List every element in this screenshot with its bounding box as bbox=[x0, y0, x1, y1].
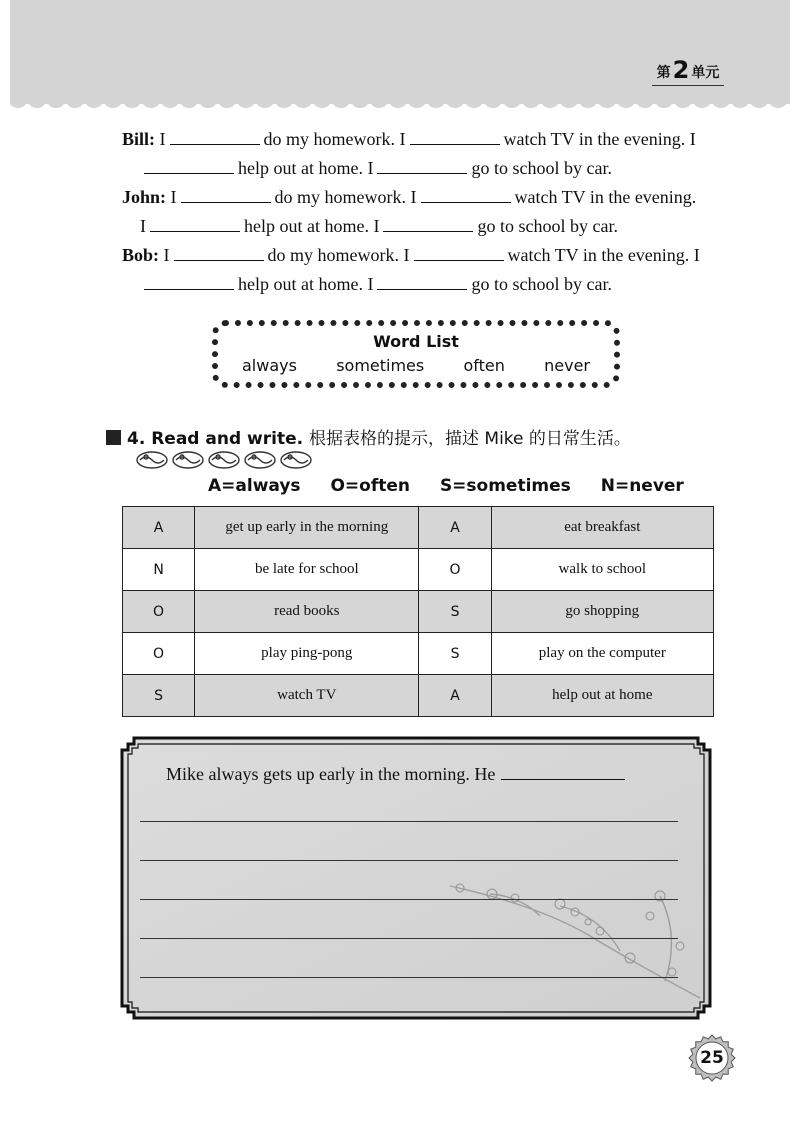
word-item: sometimes bbox=[336, 356, 425, 375]
text-segment: I bbox=[170, 187, 177, 207]
scallop-shape bbox=[768, 96, 788, 108]
scallop-shape bbox=[407, 96, 427, 108]
activity-cell: eat breakfast bbox=[491, 507, 713, 549]
text-segment: I bbox=[159, 129, 166, 149]
text-segment: do my homework. I bbox=[274, 187, 417, 207]
answer-blank[interactable] bbox=[144, 274, 234, 290]
doodle-icon bbox=[173, 452, 203, 468]
text-segment: watch TV in the evening. bbox=[514, 187, 697, 207]
answer-blank[interactable] bbox=[170, 129, 260, 145]
answer-blank[interactable] bbox=[501, 779, 625, 780]
frequency-table bbox=[122, 506, 714, 717]
scallop-shape bbox=[369, 96, 389, 108]
activity-cell: help out at home bbox=[491, 675, 713, 717]
table-row bbox=[123, 675, 714, 717]
writing-line[interactable] bbox=[140, 899, 678, 900]
table-row bbox=[123, 507, 714, 549]
frequency-legend bbox=[208, 476, 708, 496]
text-segment: watch TV in the evening. I bbox=[507, 245, 700, 265]
section-4-heading bbox=[106, 424, 631, 449]
text-segment: go to school by car. bbox=[471, 274, 612, 294]
dialogue-bill-line2 bbox=[140, 157, 612, 179]
unit-prefix: 第 bbox=[656, 65, 671, 81]
scallop-shape bbox=[122, 96, 142, 108]
text-segment: do my homework. I bbox=[263, 129, 406, 149]
starter-sentence: Mike always gets up early in the morning. He bbox=[166, 764, 496, 784]
speaker-bob: Bob: bbox=[122, 245, 160, 265]
scallop-shape bbox=[692, 96, 712, 108]
frequency-code: O bbox=[123, 591, 195, 633]
scallop-shape bbox=[749, 96, 769, 108]
word-item: often bbox=[463, 356, 505, 375]
frequency-code: A bbox=[123, 507, 195, 549]
text-segment: I bbox=[140, 216, 146, 236]
dialogue-bill-line1 bbox=[122, 128, 696, 150]
legend-always: A=always bbox=[208, 476, 301, 496]
activity-cell: get up early in the morning bbox=[195, 507, 419, 549]
frequency-code: S bbox=[419, 591, 491, 633]
frequency-code: O bbox=[123, 633, 195, 675]
answer-blank[interactable] bbox=[421, 187, 511, 203]
scallop-shape bbox=[255, 96, 275, 108]
writing-line[interactable] bbox=[140, 860, 678, 861]
page-number: 25 bbox=[700, 1048, 724, 1068]
activity-cell: read books bbox=[195, 591, 419, 633]
unit-label bbox=[652, 52, 724, 82]
text-segment: I bbox=[163, 245, 170, 265]
table-row bbox=[123, 633, 714, 675]
doodle-icon bbox=[245, 452, 275, 468]
table-row bbox=[123, 591, 714, 633]
answer-blank[interactable] bbox=[174, 245, 264, 261]
unit-underline bbox=[652, 85, 724, 86]
scallop-shape bbox=[350, 96, 370, 108]
scallop-shape bbox=[616, 96, 636, 108]
answer-blank[interactable] bbox=[181, 187, 271, 203]
scalloped-edge bbox=[10, 96, 790, 110]
scallop-shape bbox=[274, 96, 294, 108]
square-bullet-icon bbox=[106, 430, 121, 445]
answer-blank[interactable] bbox=[383, 216, 473, 232]
scallop-shape bbox=[597, 96, 617, 108]
scallop-shape bbox=[388, 96, 408, 108]
scallop-shape bbox=[635, 96, 655, 108]
legend-never: N=never bbox=[600, 476, 684, 496]
scallop-shape bbox=[236, 96, 256, 108]
scallop-shape bbox=[654, 96, 674, 108]
legend-often: O=often bbox=[330, 476, 411, 496]
unit-suffix: 单元 bbox=[691, 65, 720, 81]
section-4-title: 4. Read and write. bbox=[127, 429, 304, 449]
answer-blank[interactable] bbox=[377, 274, 467, 290]
scallop-shape bbox=[502, 96, 522, 108]
dialogue-john-line2 bbox=[140, 215, 618, 237]
doodle-icon bbox=[281, 452, 311, 468]
text-segment: watch TV in the evening. I bbox=[503, 129, 696, 149]
dialogue-bob-line2 bbox=[140, 273, 612, 295]
scallop-shape bbox=[65, 96, 85, 108]
frequency-code: A bbox=[419, 507, 491, 549]
speaker-bill: Bill: bbox=[122, 129, 156, 149]
table-row bbox=[123, 549, 714, 591]
word-list-title: Word List bbox=[373, 332, 459, 351]
text-segment: go to school by car. bbox=[477, 216, 618, 236]
frequency-code: O bbox=[419, 549, 491, 591]
scallop-shape bbox=[578, 96, 598, 108]
frequency-code: A bbox=[419, 675, 491, 717]
writing-line[interactable] bbox=[140, 977, 678, 978]
word-item: never bbox=[544, 356, 590, 375]
scallop-shape bbox=[141, 96, 161, 108]
speaker-john: John: bbox=[122, 187, 167, 207]
scallop-shape bbox=[540, 96, 560, 108]
activity-cell: watch TV bbox=[195, 675, 419, 717]
scallop-shape bbox=[103, 96, 123, 108]
frequency-code: S bbox=[419, 633, 491, 675]
answer-blank[interactable] bbox=[377, 158, 467, 174]
word-list-words bbox=[242, 356, 590, 375]
scallop-shape bbox=[483, 96, 503, 108]
page-number-badge bbox=[688, 1034, 736, 1082]
answer-blank[interactable] bbox=[144, 158, 234, 174]
scallop-shape bbox=[464, 96, 484, 108]
scallop-shape bbox=[711, 96, 731, 108]
section-4-instruction: 根据表格的提示，描述 Mike 的日常生活。 bbox=[309, 429, 631, 449]
frequency-code: N bbox=[123, 549, 195, 591]
frequency-code: S bbox=[123, 675, 195, 717]
doodle-icon bbox=[209, 452, 239, 468]
scallop-shape bbox=[179, 96, 199, 108]
text-segment: help out at home. I bbox=[238, 158, 374, 178]
writing-line[interactable] bbox=[140, 938, 678, 939]
scallop-shape bbox=[331, 96, 351, 108]
scallop-shape bbox=[293, 96, 313, 108]
unit-number: 2 bbox=[672, 56, 690, 84]
scallop-shape bbox=[27, 96, 47, 108]
activity-cell: walk to school bbox=[491, 549, 713, 591]
answer-blank[interactable] bbox=[150, 216, 240, 232]
activity-cell: play on the computer bbox=[491, 633, 713, 675]
text-segment: do my homework. I bbox=[267, 245, 410, 265]
scallop-shape bbox=[160, 96, 180, 108]
word-item: always bbox=[242, 356, 297, 375]
text-segment: help out at home. I bbox=[238, 274, 374, 294]
dialogue-bob-line1 bbox=[122, 244, 700, 266]
scallop-shape bbox=[312, 96, 332, 108]
text-segment: go to school by car. bbox=[471, 158, 612, 178]
scallop-shape bbox=[46, 96, 66, 108]
answer-blank[interactable] bbox=[414, 245, 504, 261]
scallop-shape bbox=[445, 96, 465, 108]
scallop-shape bbox=[426, 96, 446, 108]
scallop-shape bbox=[730, 96, 750, 108]
dialogue-john-line1 bbox=[122, 186, 696, 208]
writing-starter bbox=[166, 764, 625, 785]
text-segment: help out at home. I bbox=[244, 216, 380, 236]
answer-blank[interactable] bbox=[410, 129, 500, 145]
decorative-icons-row bbox=[134, 448, 324, 470]
activity-cell: be late for school bbox=[195, 549, 419, 591]
scallop-shape bbox=[217, 96, 237, 108]
writing-line[interactable] bbox=[140, 821, 678, 822]
doodle-icon bbox=[137, 452, 167, 468]
scallop-shape bbox=[10, 96, 28, 108]
scallop-shape bbox=[198, 96, 218, 108]
scallop-shape bbox=[673, 96, 693, 108]
activity-cell: go shopping bbox=[491, 591, 713, 633]
legend-sometimes: S=sometimes bbox=[439, 476, 571, 496]
scallop-shape bbox=[521, 96, 541, 108]
scallop-shape bbox=[84, 96, 104, 108]
scallop-shape bbox=[559, 96, 579, 108]
word-list-box bbox=[212, 320, 620, 388]
activity-cell: play ping-pong bbox=[195, 633, 419, 675]
